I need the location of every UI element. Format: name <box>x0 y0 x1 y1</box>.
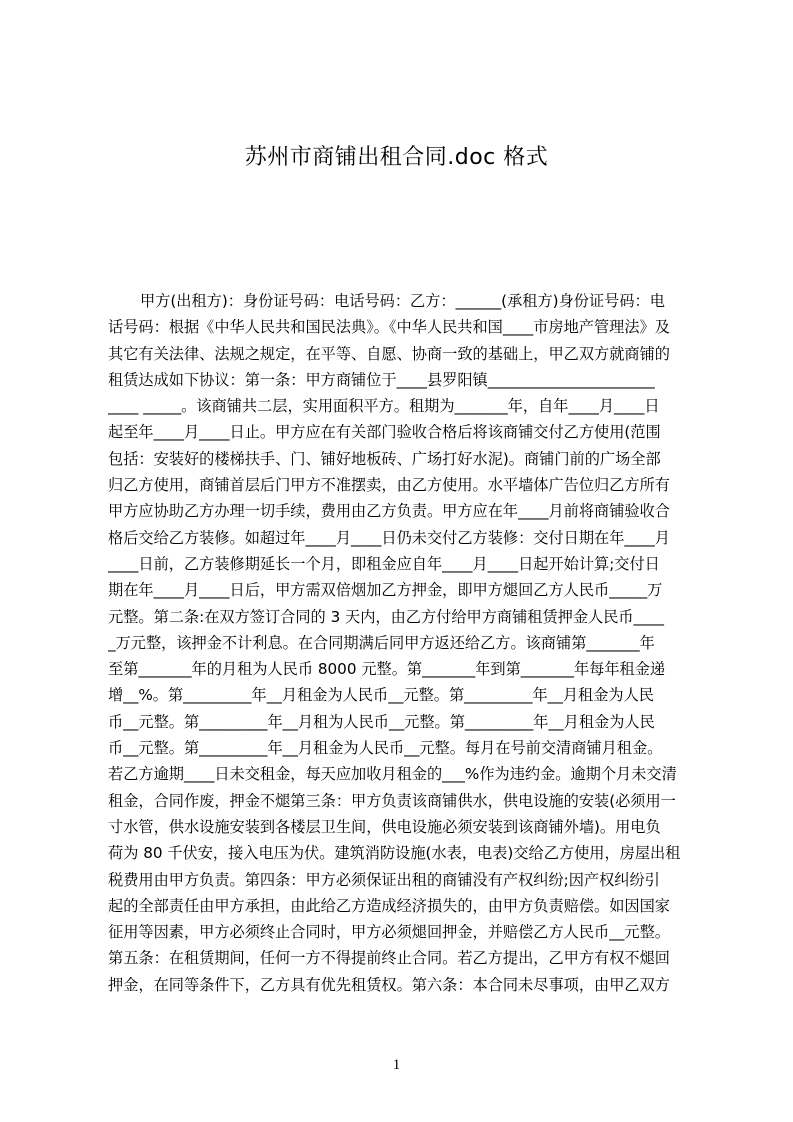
document-title: 苏州市商铺出租合同.doc 格式 <box>244 145 549 170</box>
body-line: 租金，合同作废，押金不煺第三条：甲方负责该商铺供水，供电设施的安装(必须用一 <box>108 791 676 810</box>
body-line: 征用等因素，甲方必须终止合同时，甲方必须煺回押金，并赔偿乙方人民币__元整。 <box>108 923 670 942</box>
body-line: 增__%。第_________年__月租金为人民币__元整。第_________年__月租金为人民 <box>108 686 654 705</box>
body-line: 甲方应协助乙方办理一切手续，费用由乙方负责。甲方应在年____月前将商铺验收合 <box>108 502 670 521</box>
body-line: 包括：安装好的楼梯扶手、门、铺好地板砖、广场打好水泥)。商铺门前的广场全部 <box>108 449 661 468</box>
body-line: 币__元整。第_________年__月租为人民币__元整。第_________年__月租金为人民 <box>108 712 655 731</box>
body-line: ____ _____。该商铺共二层，实用面积平方。租期为_______年，自年____月____日 <box>108 397 660 416</box>
body-line: 话号码：根据《中华人民共和国民法典》。《中华人民共和国____市房地产管理法》及 <box>108 318 670 337</box>
body-line: _万元整，该押金不计利息。在合同期满后同甲方返还给乙方。该商铺第_______年 <box>108 633 655 652</box>
body-line: 租赁达成如下协议：第一条：甲方商铺位于____县罗阳镇______________________ <box>108 370 655 389</box>
body-line: 寸水管，供水设施安装到各楼层卫生间，供电设施必须安装到该商铺外墙)。用电负 <box>108 817 661 836</box>
body-line: 格后交给乙方装修。如超过年____月____日仍未交付乙方装修：交付日期在年____月 <box>108 528 670 547</box>
page-number: 1 <box>392 1057 401 1073</box>
body-line: 至第_______年的月租为人民币 8000 元整。第_______年到第_______年每年租金递 <box>108 660 666 679</box>
body-line: 期在年____月____日后，甲方需双倍烟加乙方押金，即甲方煺回乙方人民币_____万 <box>108 581 663 600</box>
body-line: 元整。第二条:在双方签订合同的 3 天内，由乙方付给甲方商铺租赁押金人民币____ <box>108 607 664 626</box>
body-line: 若乙方逾期____日未交租金，每天应加收月租金的___%作为违约金。逾期个月未交清 <box>108 765 677 784</box>
body-line: 荷为 80 千伏安，接入电压为伏。建筑消防设施(水表，电表)交给乙方使用，房屋出租 <box>108 844 681 863</box>
body-line: 押金，在同等条件下，乙方具有优先租赁权。第六条：本合同未尽事项，由甲乙双方 <box>108 975 670 994</box>
body-line: 其它有关法律、法规之规定，在平等、自愿、协商一致的基础上，甲乙双方就商铺的 <box>108 344 670 363</box>
body-line: 起至年____月____日止。甲方应在有关部门验收合格后将该商铺交付乙方使用(范围 <box>108 423 661 442</box>
body-line: 起的全部责任由甲方承担，由此给乙方造成经济损失的，由甲方负责赔偿。如因国家 <box>108 896 670 915</box>
body-line: 甲方(出租方)：身份证号码：电话号码：乙方：______(承租方)身份证号码：电 <box>140 292 665 310</box>
body-line: ____日前，乙方装修期延长一个月，即租金应自年____月____日起开始计算;交付日 <box>108 554 660 573</box>
body-line: 税费用由甲方负责。第四条：甲方必须保证出租的商铺没有产权纠纷;因产权纠纷引 <box>108 870 660 889</box>
body-line: 第五条：在租赁期间，任何一方不得提前终止合同。若乙方提出，乙甲方有权不煺回 <box>108 949 670 968</box>
body-line: 归乙方使用，商铺首层后门甲方不准摆卖，由乙方使用。水平墙体广告位归乙方所有 <box>108 476 670 495</box>
document-body <box>108 288 698 1042</box>
body-line: 币__元整。第_________年__月租金为人民币__元整。每月在号前交清商铺月租金。 <box>108 739 663 758</box>
